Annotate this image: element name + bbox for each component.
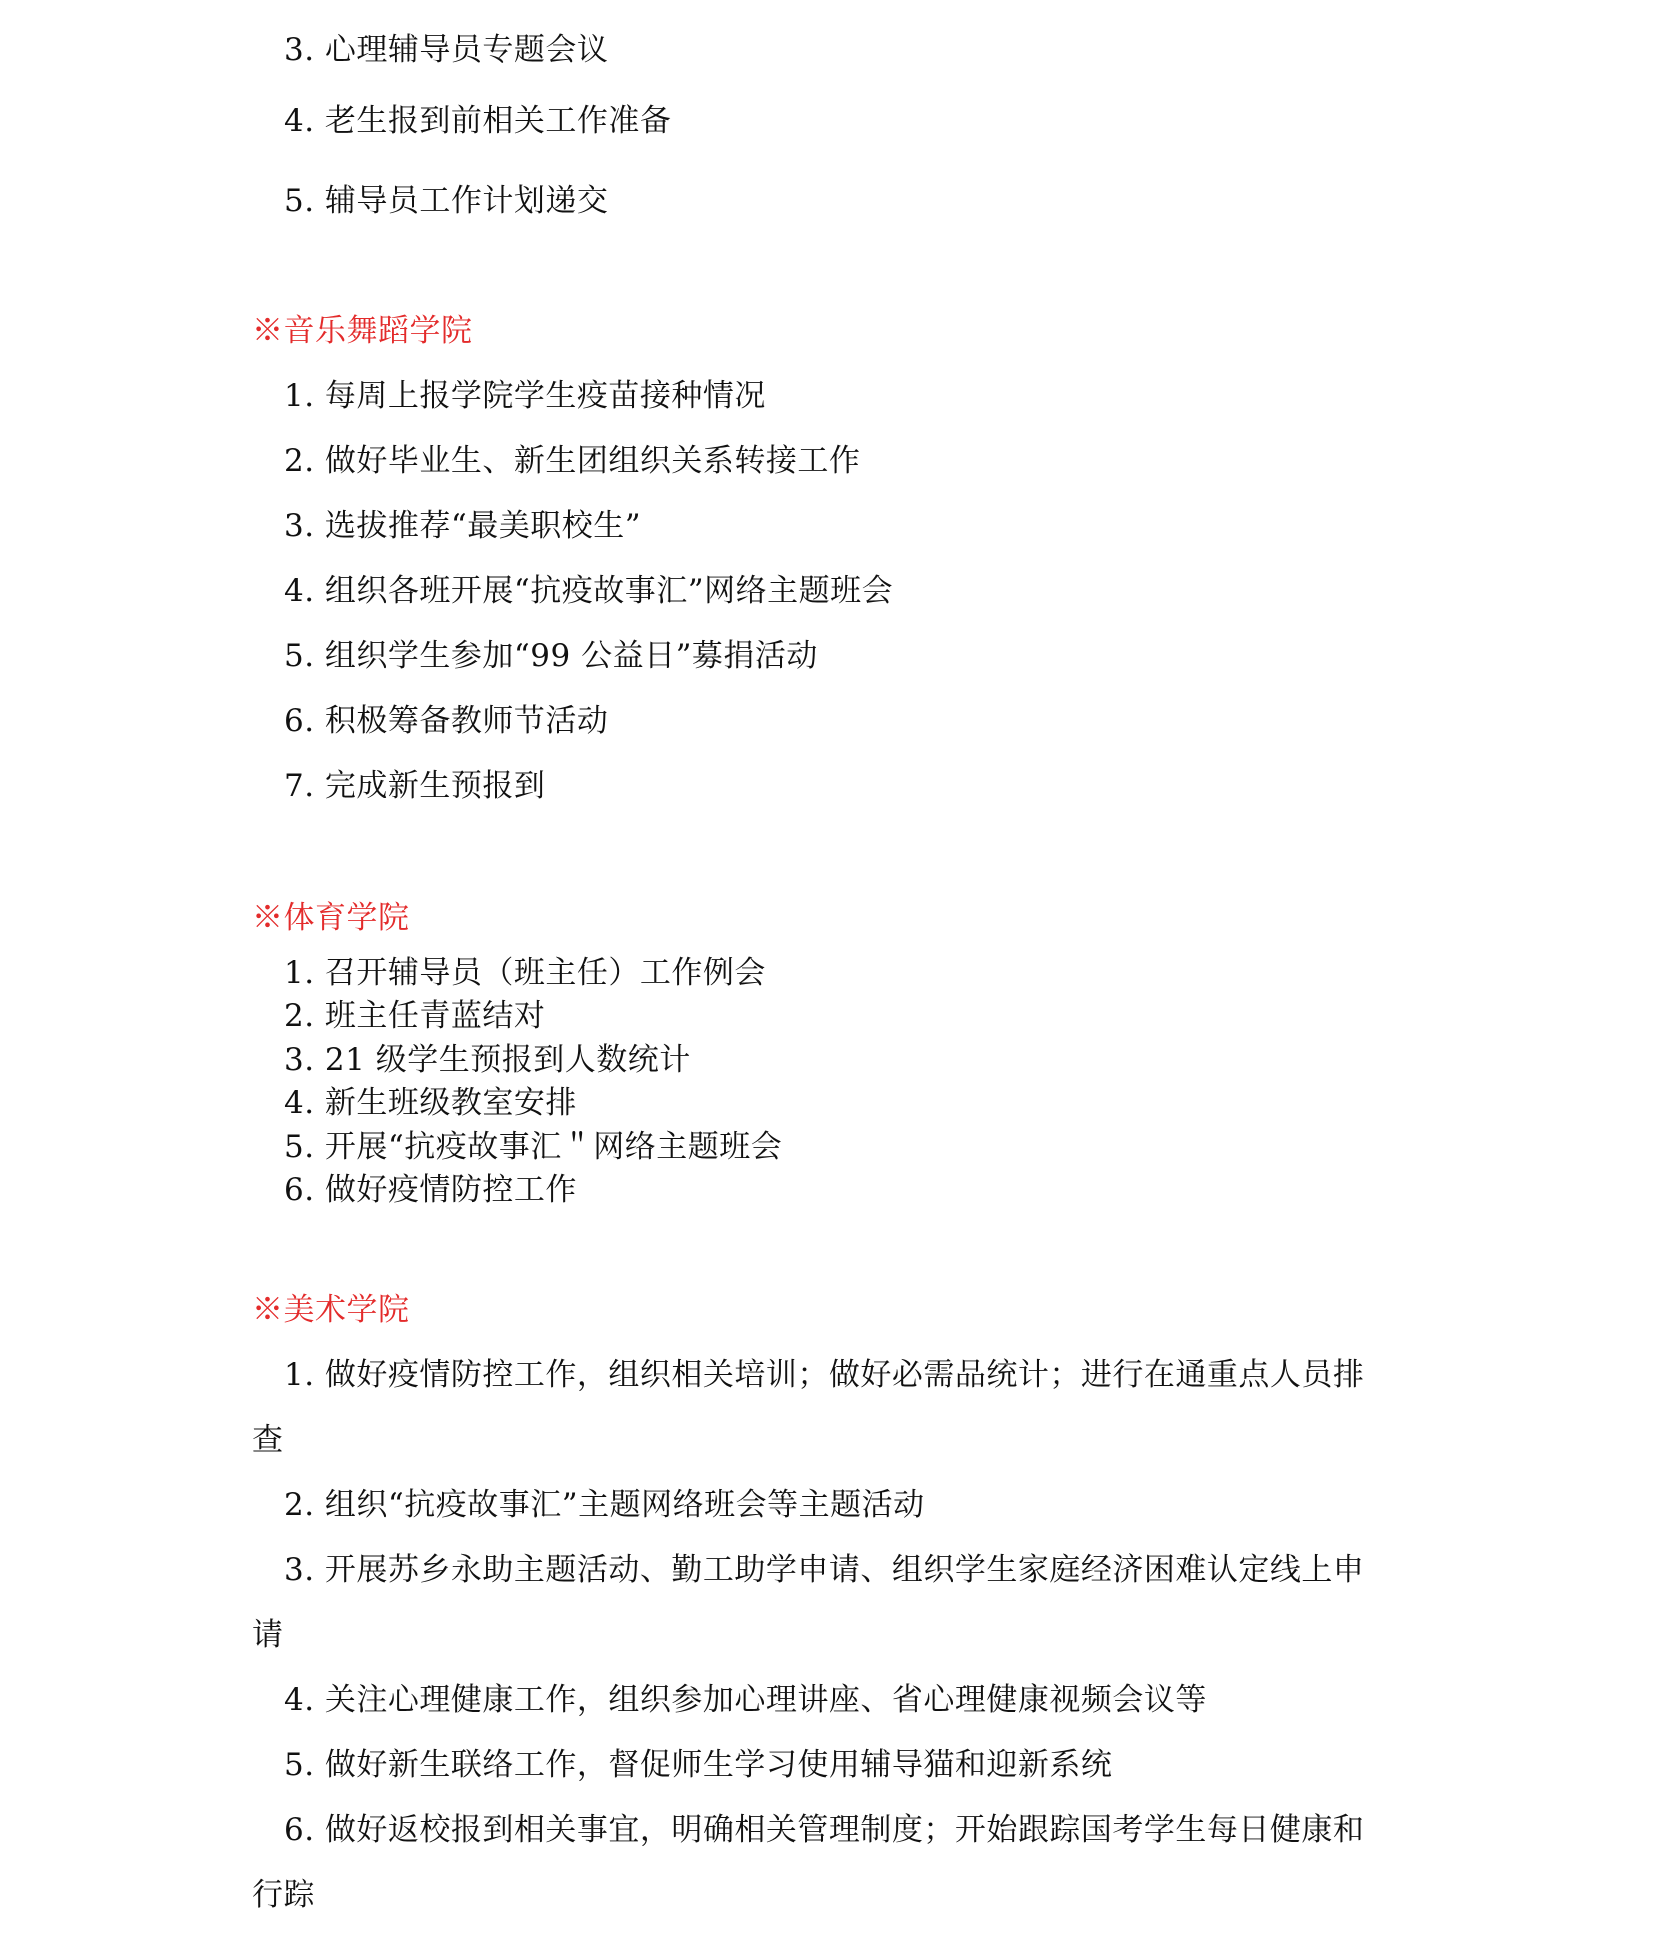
- list-item: 1. 做好疫情防控工作，组织相关培训；做好必需品统计；进行在通重点人员排: [284, 1357, 1365, 1393]
- list-item: 3. 心理辅导员专题会议: [284, 32, 609, 68]
- list-item: 5. 辅导员工作计划递交: [284, 183, 609, 219]
- list-item: 6. 积极筹备教师节活动: [284, 703, 609, 739]
- list-item: 5. 做好新生联络工作，督促师生学习使用辅导猫和迎新系统: [284, 1747, 1113, 1783]
- section-heading-sports: ※体育学院: [252, 900, 410, 936]
- list-item: 1. 每周上报学院学生疫苗接种情况: [284, 378, 766, 414]
- list-item: 4. 关注心理健康工作，组织参加心理讲座、省心理健康视频会议等: [284, 1682, 1207, 1718]
- list-item: 4. 组织各班开展“抗疫故事汇”网络主题班会: [284, 573, 894, 609]
- list-item: 3. 21 级学生预报到人数统计: [284, 1042, 691, 1078]
- section-heading-music-dance: ※音乐舞蹈学院: [252, 313, 473, 349]
- list-item: 1. 召开辅导员（班主任）工作例会: [284, 955, 766, 991]
- list-item: 5. 开展“抗疫故事汇＂网络主题班会: [284, 1129, 783, 1165]
- list-item: 2. 班主任青蓝结对: [284, 998, 546, 1034]
- list-item: 5. 组织学生参加“99 公益日”募捐活动: [284, 638, 818, 674]
- list-item-continuation: 查: [252, 1422, 284, 1458]
- list-item-continuation: 行踪: [252, 1877, 315, 1913]
- list-item-continuation: 请: [252, 1617, 284, 1653]
- list-item: 2. 做好毕业生、新生团组织关系转接工作: [284, 443, 861, 479]
- list-item: 3. 选拔推荐“最美职校生”: [284, 508, 642, 544]
- list-item: 6. 做好疫情防控工作: [284, 1172, 577, 1208]
- section-heading-fine-arts: ※美术学院: [252, 1292, 410, 1328]
- list-item: 4. 老生报到前相关工作准备: [284, 103, 672, 139]
- list-item: 7. 完成新生预报到: [284, 768, 546, 804]
- list-item: 3. 开展苏乡永助主题活动、勤工助学申请、组织学生家庭经济困难认定线上申: [284, 1552, 1365, 1588]
- list-item: 2. 组织“抗疫故事汇”主题网络班会等主题活动: [284, 1487, 925, 1523]
- list-item: 6. 做好返校报到相关事宜，明确相关管理制度；开始跟踪国考学生每日健康和: [284, 1812, 1365, 1848]
- list-item: 4. 新生班级教室安排: [284, 1085, 577, 1121]
